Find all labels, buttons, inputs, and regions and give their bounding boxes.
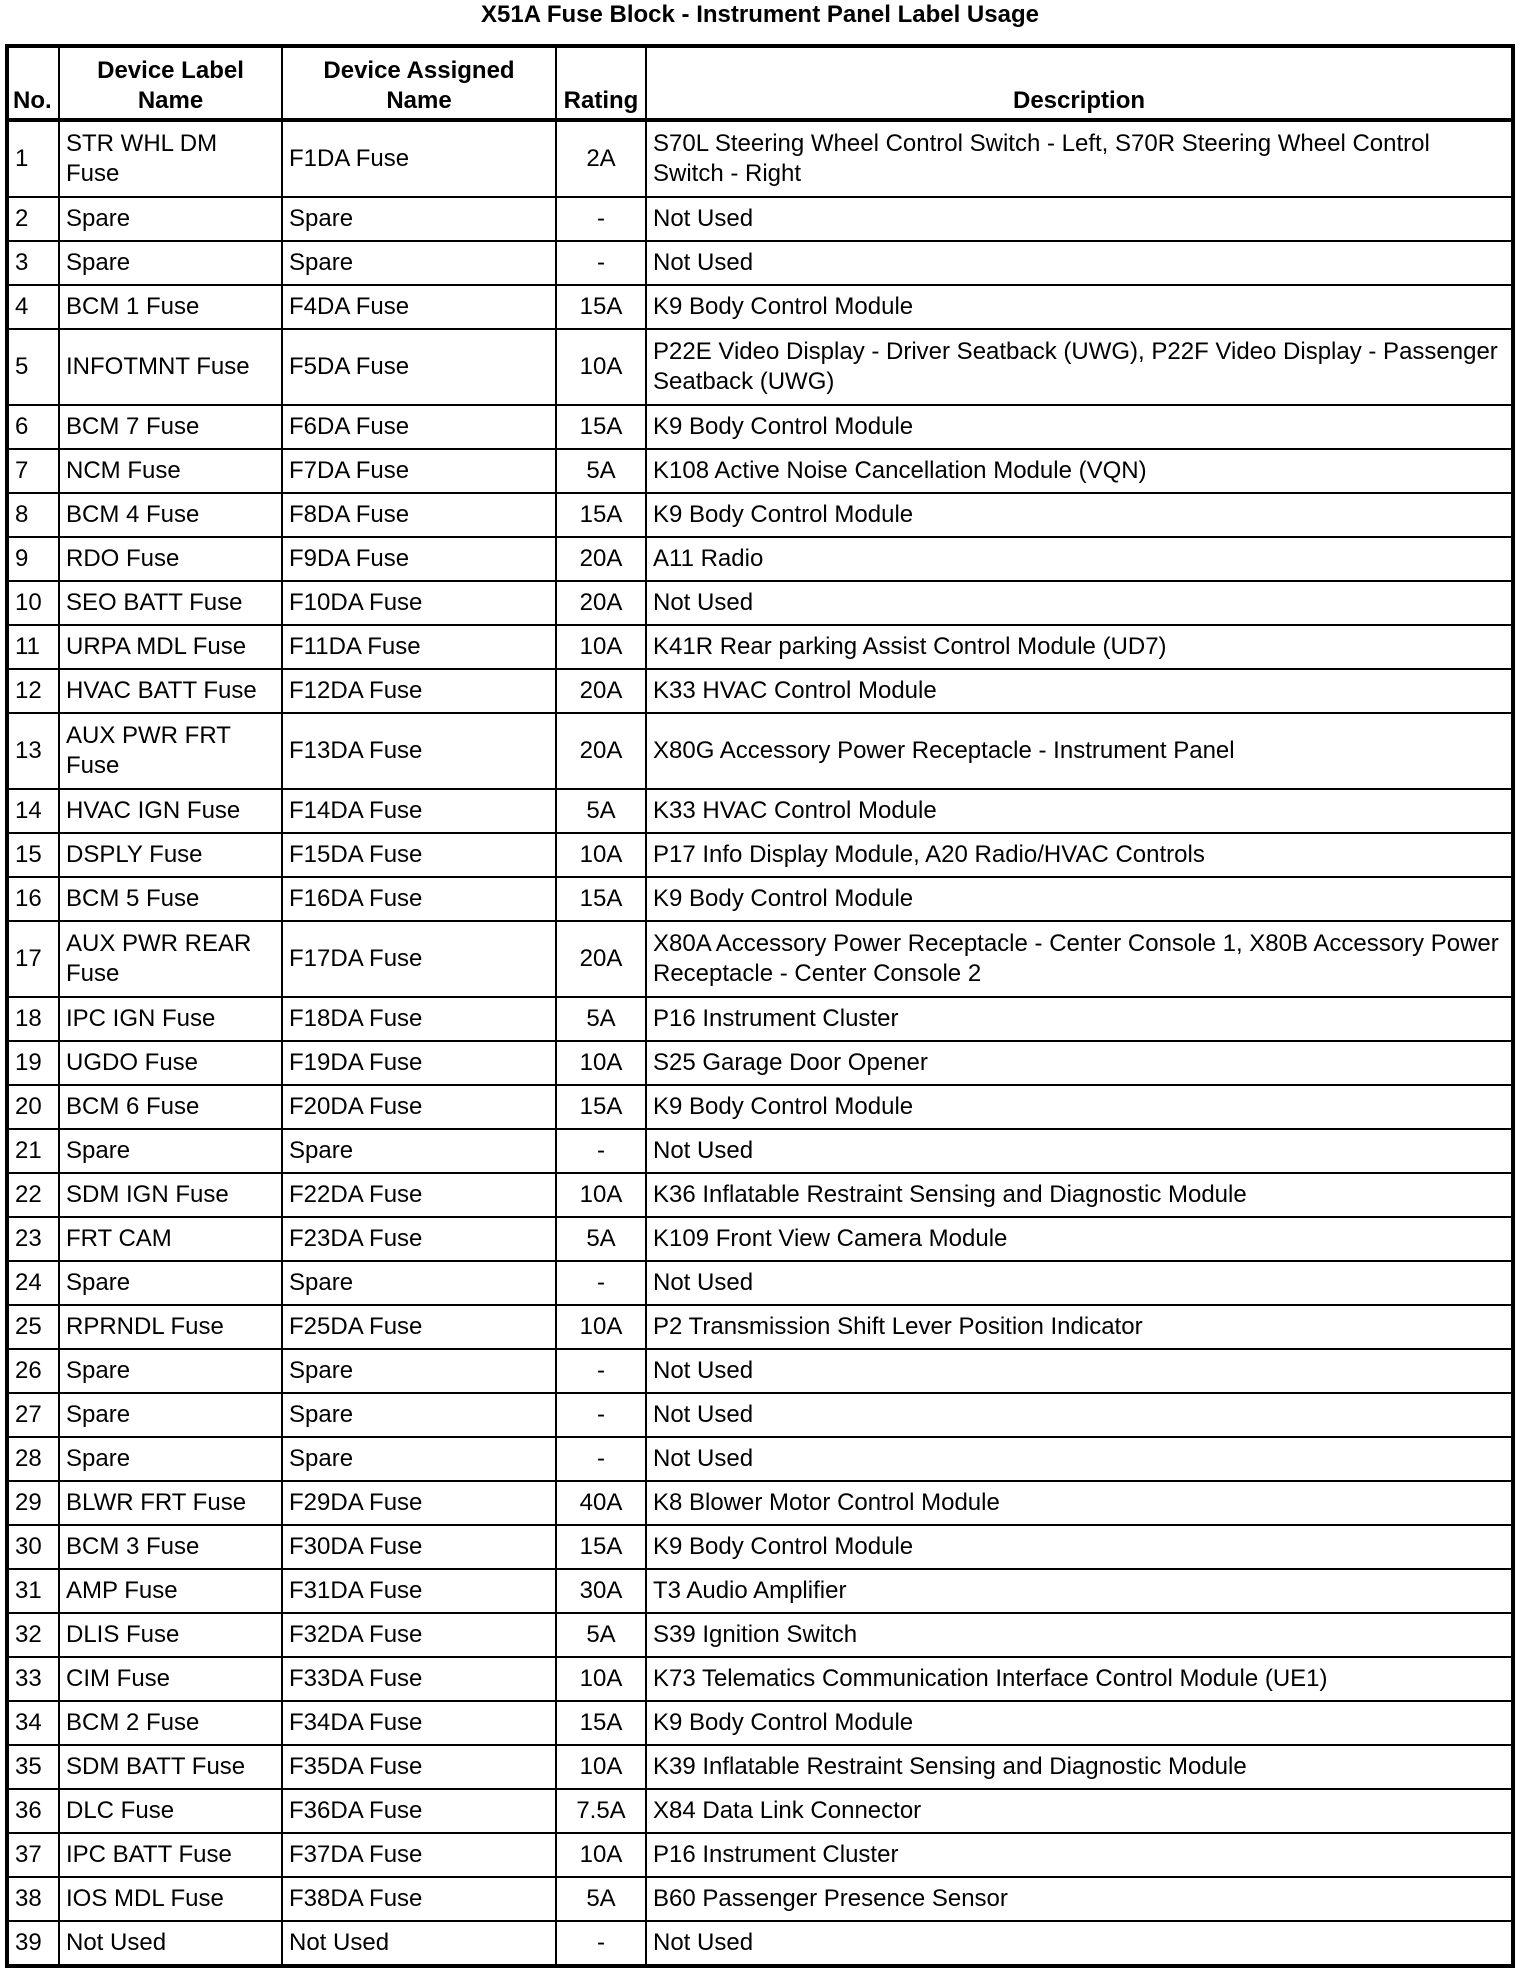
cell-device-assigned-name: F36DA Fuse <box>282 1789 556 1833</box>
cell-device-label-name: IPC IGN Fuse <box>59 997 282 1041</box>
table-row <box>7 1569 1513 1613</box>
cell-device-label-name: SEO BATT Fuse <box>59 581 282 625</box>
cell-device-label-name: IOS MDL Fuse <box>59 1877 282 1921</box>
cell-no: 2 <box>7 197 59 241</box>
cell-device-assigned-name: F37DA Fuse <box>282 1833 556 1877</box>
cell-no: 20 <box>7 1085 59 1129</box>
cell-description: S25 Garage Door Opener <box>646 1041 1513 1085</box>
cell-device-assigned-name: F23DA Fuse <box>282 1217 556 1261</box>
cell-rating: 10A <box>556 1657 646 1701</box>
cell-no: 15 <box>7 833 59 877</box>
cell-rating: 10A <box>556 1173 646 1217</box>
cell-device-label-name: Not Used <box>59 1921 282 1966</box>
cell-description: B60 Passenger Presence Sensor <box>646 1877 1513 1921</box>
cell-rating: - <box>556 1921 646 1966</box>
cell-device-assigned-name: Spare <box>282 1437 556 1481</box>
cell-rating: 15A <box>556 1085 646 1129</box>
table-row <box>7 285 1513 329</box>
cell-description: K41R Rear parking Assist Control Module (UD7) <box>646 625 1513 669</box>
cell-description: K9 Body Control Module <box>646 285 1513 329</box>
cell-no: 25 <box>7 1305 59 1349</box>
cell-device-label-name: IPC BATT Fuse <box>59 1833 282 1877</box>
cell-rating: 20A <box>556 921 646 997</box>
cell-device-assigned-name: Spare <box>282 1129 556 1173</box>
cell-rating: 15A <box>556 1701 646 1745</box>
cell-device-assigned-name: F6DA Fuse <box>282 405 556 449</box>
cell-rating: 15A <box>556 493 646 537</box>
table-header <box>7 46 1513 120</box>
cell-no: 4 <box>7 285 59 329</box>
cell-no: 5 <box>7 329 59 405</box>
cell-device-assigned-name: F14DA Fuse <box>282 789 556 833</box>
cell-no: 23 <box>7 1217 59 1261</box>
table-row <box>7 877 1513 921</box>
cell-rating: - <box>556 241 646 285</box>
cell-no: 29 <box>7 1481 59 1525</box>
cell-rating: 15A <box>556 405 646 449</box>
cell-device-label-name: BCM 1 Fuse <box>59 285 282 329</box>
table-row <box>7 1217 1513 1261</box>
cell-no: 33 <box>7 1657 59 1701</box>
cell-description: K73 Telematics Communication Interface Control Module (UE1) <box>646 1657 1513 1701</box>
cell-no: 21 <box>7 1129 59 1173</box>
cell-description: S70L Steering Wheel Control Switch - Left, S70R Steering Wheel Control Switch - Right <box>646 120 1513 197</box>
table-row <box>7 1173 1513 1217</box>
cell-device-assigned-name: F16DA Fuse <box>282 877 556 921</box>
cell-device-label-name: AMP Fuse <box>59 1569 282 1613</box>
cell-device-assigned-name: F38DA Fuse <box>282 1877 556 1921</box>
cell-device-assigned-name: Spare <box>282 197 556 241</box>
cell-rating: 10A <box>556 1745 646 1789</box>
cell-no: 1 <box>7 120 59 197</box>
table-row <box>7 713 1513 789</box>
cell-description: P22E Video Display - Driver Seatback (UWG), P22F Video Display - Passenger Seatback (UWG) <box>646 329 1513 405</box>
table-row <box>7 329 1513 405</box>
table-row <box>7 197 1513 241</box>
cell-device-assigned-name: F9DA Fuse <box>282 537 556 581</box>
cell-no: 31 <box>7 1569 59 1613</box>
table-row <box>7 120 1513 197</box>
cell-rating: 10A <box>556 625 646 669</box>
cell-device-assigned-name: F17DA Fuse <box>282 921 556 997</box>
header-device-label-name: Device Label Name <box>59 46 282 120</box>
cell-device-label-name: BCM 4 Fuse <box>59 493 282 537</box>
cell-no: 30 <box>7 1525 59 1569</box>
table-row <box>7 1877 1513 1921</box>
cell-device-label-name: Spare <box>59 1349 282 1393</box>
cell-description: K9 Body Control Module <box>646 1525 1513 1569</box>
cell-no: 8 <box>7 493 59 537</box>
cell-device-label-name: STR WHL DM Fuse <box>59 120 282 197</box>
table-row <box>7 1525 1513 1569</box>
cell-rating: 10A <box>556 1041 646 1085</box>
cell-rating: 15A <box>556 285 646 329</box>
table-row <box>7 581 1513 625</box>
cell-rating: 40A <box>556 1481 646 1525</box>
cell-device-assigned-name: F29DA Fuse <box>282 1481 556 1525</box>
cell-device-label-name: AUX PWR FRT Fuse <box>59 713 282 789</box>
cell-no: 13 <box>7 713 59 789</box>
cell-rating: 7.5A <box>556 1789 646 1833</box>
cell-no: 6 <box>7 405 59 449</box>
cell-description: P17 Info Display Module, A20 Radio/HVAC Controls <box>646 833 1513 877</box>
cell-description: A11 Radio <box>646 537 1513 581</box>
cell-rating: 15A <box>556 1525 646 1569</box>
cell-description: Not Used <box>646 1261 1513 1305</box>
cell-device-label-name: RDO Fuse <box>59 537 282 581</box>
table-row <box>7 1745 1513 1789</box>
cell-device-label-name: Spare <box>59 1129 282 1173</box>
cell-device-assigned-name: F8DA Fuse <box>282 493 556 537</box>
cell-device-assigned-name: F33DA Fuse <box>282 1657 556 1701</box>
cell-device-label-name: CIM Fuse <box>59 1657 282 1701</box>
table-row <box>7 1041 1513 1085</box>
cell-no: 14 <box>7 789 59 833</box>
cell-description: K9 Body Control Module <box>646 1701 1513 1745</box>
cell-description: Not Used <box>646 1349 1513 1393</box>
cell-no: 37 <box>7 1833 59 1877</box>
cell-device-assigned-name: Spare <box>282 1393 556 1437</box>
cell-rating: - <box>556 1437 646 1481</box>
cell-device-label-name: UGDO Fuse <box>59 1041 282 1085</box>
header-device-assigned-name: Device Assigned Name <box>282 46 556 120</box>
table-row <box>7 1481 1513 1525</box>
table-row <box>7 1613 1513 1657</box>
cell-no: 17 <box>7 921 59 997</box>
table-row <box>7 1261 1513 1305</box>
cell-device-assigned-name: F5DA Fuse <box>282 329 556 405</box>
fuse-usage-table <box>5 44 1515 1968</box>
cell-device-label-name: INFOTMNT Fuse <box>59 329 282 405</box>
cell-device-label-name: HVAC IGN Fuse <box>59 789 282 833</box>
cell-description: X80G Accessory Power Receptacle - Instrument Panel <box>646 713 1513 789</box>
cell-no: 35 <box>7 1745 59 1789</box>
cell-description: P16 Instrument Cluster <box>646 997 1513 1041</box>
table-row <box>7 921 1513 997</box>
cell-no: 39 <box>7 1921 59 1966</box>
cell-device-label-name: FRT CAM <box>59 1217 282 1261</box>
cell-no: 36 <box>7 1789 59 1833</box>
cell-device-assigned-name: F31DA Fuse <box>282 1569 556 1613</box>
cell-device-assigned-name: Spare <box>282 1261 556 1305</box>
cell-description: Not Used <box>646 1393 1513 1437</box>
cell-rating: - <box>556 1261 646 1305</box>
cell-device-label-name: DLC Fuse <box>59 1789 282 1833</box>
cell-rating: 20A <box>556 537 646 581</box>
cell-no: 7 <box>7 449 59 493</box>
cell-device-label-name: HVAC BATT Fuse <box>59 669 282 713</box>
cell-device-label-name: Spare <box>59 1393 282 1437</box>
page-title: X51A Fuse Block - Instrument Panel Label Usage <box>481 1 1039 28</box>
cell-no: 11 <box>7 625 59 669</box>
cell-no: 18 <box>7 997 59 1041</box>
table-row <box>7 1701 1513 1745</box>
cell-device-assigned-name: F18DA Fuse <box>282 997 556 1041</box>
cell-device-label-name: RPRNDL Fuse <box>59 1305 282 1349</box>
header-description: Description <box>646 46 1513 120</box>
cell-rating: 10A <box>556 329 646 405</box>
cell-rating: 15A <box>556 877 646 921</box>
cell-device-assigned-name: F34DA Fuse <box>282 1701 556 1745</box>
cell-description: K109 Front View Camera Module <box>646 1217 1513 1261</box>
cell-device-label-name: URPA MDL Fuse <box>59 625 282 669</box>
cell-rating: 5A <box>556 1877 646 1921</box>
cell-description: Not Used <box>646 1921 1513 1966</box>
cell-device-assigned-name: Spare <box>282 241 556 285</box>
header-rating: Rating <box>556 46 646 120</box>
table-row <box>7 1393 1513 1437</box>
cell-no: 9 <box>7 537 59 581</box>
cell-rating: 20A <box>556 669 646 713</box>
cell-no: 27 <box>7 1393 59 1437</box>
cell-device-assigned-name: F10DA Fuse <box>282 581 556 625</box>
cell-no: 16 <box>7 877 59 921</box>
cell-device-label-name: AUX PWR REAR Fuse <box>59 921 282 997</box>
table-row <box>7 405 1513 449</box>
cell-description: X84 Data Link Connector <box>646 1789 1513 1833</box>
cell-device-label-name: BCM 5 Fuse <box>59 877 282 921</box>
cell-description: K8 Blower Motor Control Module <box>646 1481 1513 1525</box>
cell-device-assigned-name: F11DA Fuse <box>282 625 556 669</box>
cell-device-assigned-name: F22DA Fuse <box>282 1173 556 1217</box>
cell-description: K33 HVAC Control Module <box>646 669 1513 713</box>
table-row <box>7 1349 1513 1393</box>
cell-device-assigned-name: F32DA Fuse <box>282 1613 556 1657</box>
table-row <box>7 1789 1513 1833</box>
cell-description: Not Used <box>646 1129 1513 1173</box>
cell-device-assigned-name: F12DA Fuse <box>282 669 556 713</box>
cell-rating: 10A <box>556 833 646 877</box>
cell-device-label-name: DSPLY Fuse <box>59 833 282 877</box>
cell-no: 19 <box>7 1041 59 1085</box>
cell-device-assigned-name: F35DA Fuse <box>282 1745 556 1789</box>
cell-device-assigned-name: F25DA Fuse <box>282 1305 556 1349</box>
table-row <box>7 1085 1513 1129</box>
cell-device-assigned-name: F20DA Fuse <box>282 1085 556 1129</box>
cell-no: 24 <box>7 1261 59 1305</box>
cell-rating: 30A <box>556 1569 646 1613</box>
cell-description: X80A Accessory Power Receptacle - Center Console 1, X80B Accessory Power Receptacle - Center Console 2 <box>646 921 1513 997</box>
cell-rating: - <box>556 197 646 241</box>
cell-rating: 5A <box>556 1217 646 1261</box>
cell-rating: - <box>556 1349 646 1393</box>
cell-device-assigned-name: F19DA Fuse <box>282 1041 556 1085</box>
cell-description: K108 Active Noise Cancellation Module (VQN) <box>646 449 1513 493</box>
cell-device-label-name: BCM 6 Fuse <box>59 1085 282 1129</box>
table-row <box>7 625 1513 669</box>
cell-rating: 10A <box>556 1305 646 1349</box>
cell-device-assigned-name: Spare <box>282 1349 556 1393</box>
cell-description: K36 Inflatable Restraint Sensing and Diagnostic Module <box>646 1173 1513 1217</box>
cell-device-label-name: BCM 2 Fuse <box>59 1701 282 1745</box>
cell-device-assigned-name: F30DA Fuse <box>282 1525 556 1569</box>
table-row <box>7 1437 1513 1481</box>
header-no: No. <box>7 46 59 120</box>
cell-description: Not Used <box>646 1437 1513 1481</box>
cell-rating: 5A <box>556 789 646 833</box>
cell-description: K33 HVAC Control Module <box>646 789 1513 833</box>
cell-rating: 20A <box>556 581 646 625</box>
cell-device-label-name: DLIS Fuse <box>59 1613 282 1657</box>
cell-no: 26 <box>7 1349 59 1393</box>
table-row <box>7 1833 1513 1877</box>
cell-description: Not Used <box>646 241 1513 285</box>
cell-rating: - <box>556 1393 646 1437</box>
cell-device-label-name: Spare <box>59 197 282 241</box>
table-row <box>7 833 1513 877</box>
cell-no: 12 <box>7 669 59 713</box>
cell-device-assigned-name: F4DA Fuse <box>282 285 556 329</box>
cell-device-label-name: SDM BATT Fuse <box>59 1745 282 1789</box>
cell-description: P16 Instrument Cluster <box>646 1833 1513 1877</box>
cell-description: S39 Ignition Switch <box>646 1613 1513 1657</box>
cell-description: Not Used <box>646 581 1513 625</box>
cell-description: K9 Body Control Module <box>646 877 1513 921</box>
cell-rating: 5A <box>556 449 646 493</box>
table-row <box>7 1921 1513 1966</box>
cell-no: 32 <box>7 1613 59 1657</box>
cell-device-assigned-name: F13DA Fuse <box>282 713 556 789</box>
table-row <box>7 1305 1513 1349</box>
cell-no: 38 <box>7 1877 59 1921</box>
cell-device-label-name: BCM 3 Fuse <box>59 1525 282 1569</box>
cell-description: K9 Body Control Module <box>646 1085 1513 1129</box>
cell-rating: 20A <box>556 713 646 789</box>
cell-description: K9 Body Control Module <box>646 405 1513 449</box>
cell-rating: 2A <box>556 120 646 197</box>
cell-no: 3 <box>7 241 59 285</box>
cell-device-assigned-name: F1DA Fuse <box>282 120 556 197</box>
cell-rating: 10A <box>556 1833 646 1877</box>
table-row <box>7 449 1513 493</box>
cell-rating: - <box>556 1129 646 1173</box>
cell-description: K39 Inflatable Restraint Sensing and Diagnostic Module <box>646 1745 1513 1789</box>
table-row <box>7 997 1513 1041</box>
cell-device-label-name: BCM 7 Fuse <box>59 405 282 449</box>
table-row <box>7 241 1513 285</box>
cell-device-label-name: Spare <box>59 1437 282 1481</box>
cell-description: K9 Body Control Module <box>646 493 1513 537</box>
cell-no: 22 <box>7 1173 59 1217</box>
cell-device-assigned-name: F7DA Fuse <box>282 449 556 493</box>
cell-description: Not Used <box>646 197 1513 241</box>
table-row <box>7 1129 1513 1173</box>
table-body <box>7 120 1513 1966</box>
cell-rating: 5A <box>556 1613 646 1657</box>
cell-no: 28 <box>7 1437 59 1481</box>
table-row <box>7 537 1513 581</box>
cell-description: P2 Transmission Shift Lever Position Indicator <box>646 1305 1513 1349</box>
table-row <box>7 789 1513 833</box>
table-row <box>7 493 1513 537</box>
cell-description: T3 Audio Amplifier <box>646 1569 1513 1613</box>
cell-rating: 5A <box>556 997 646 1041</box>
cell-device-label-name: SDM IGN Fuse <box>59 1173 282 1217</box>
table-row <box>7 1657 1513 1701</box>
cell-device-label-name: NCM Fuse <box>59 449 282 493</box>
cell-device-label-name: BLWR FRT Fuse <box>59 1481 282 1525</box>
cell-device-assigned-name: Not Used <box>282 1921 556 1966</box>
cell-device-label-name: Spare <box>59 1261 282 1305</box>
cell-device-assigned-name: F15DA Fuse <box>282 833 556 877</box>
cell-device-label-name: Spare <box>59 241 282 285</box>
cell-no: 34 <box>7 1701 59 1745</box>
table-row <box>7 669 1513 713</box>
header-row <box>7 46 1513 120</box>
cell-no: 10 <box>7 581 59 625</box>
